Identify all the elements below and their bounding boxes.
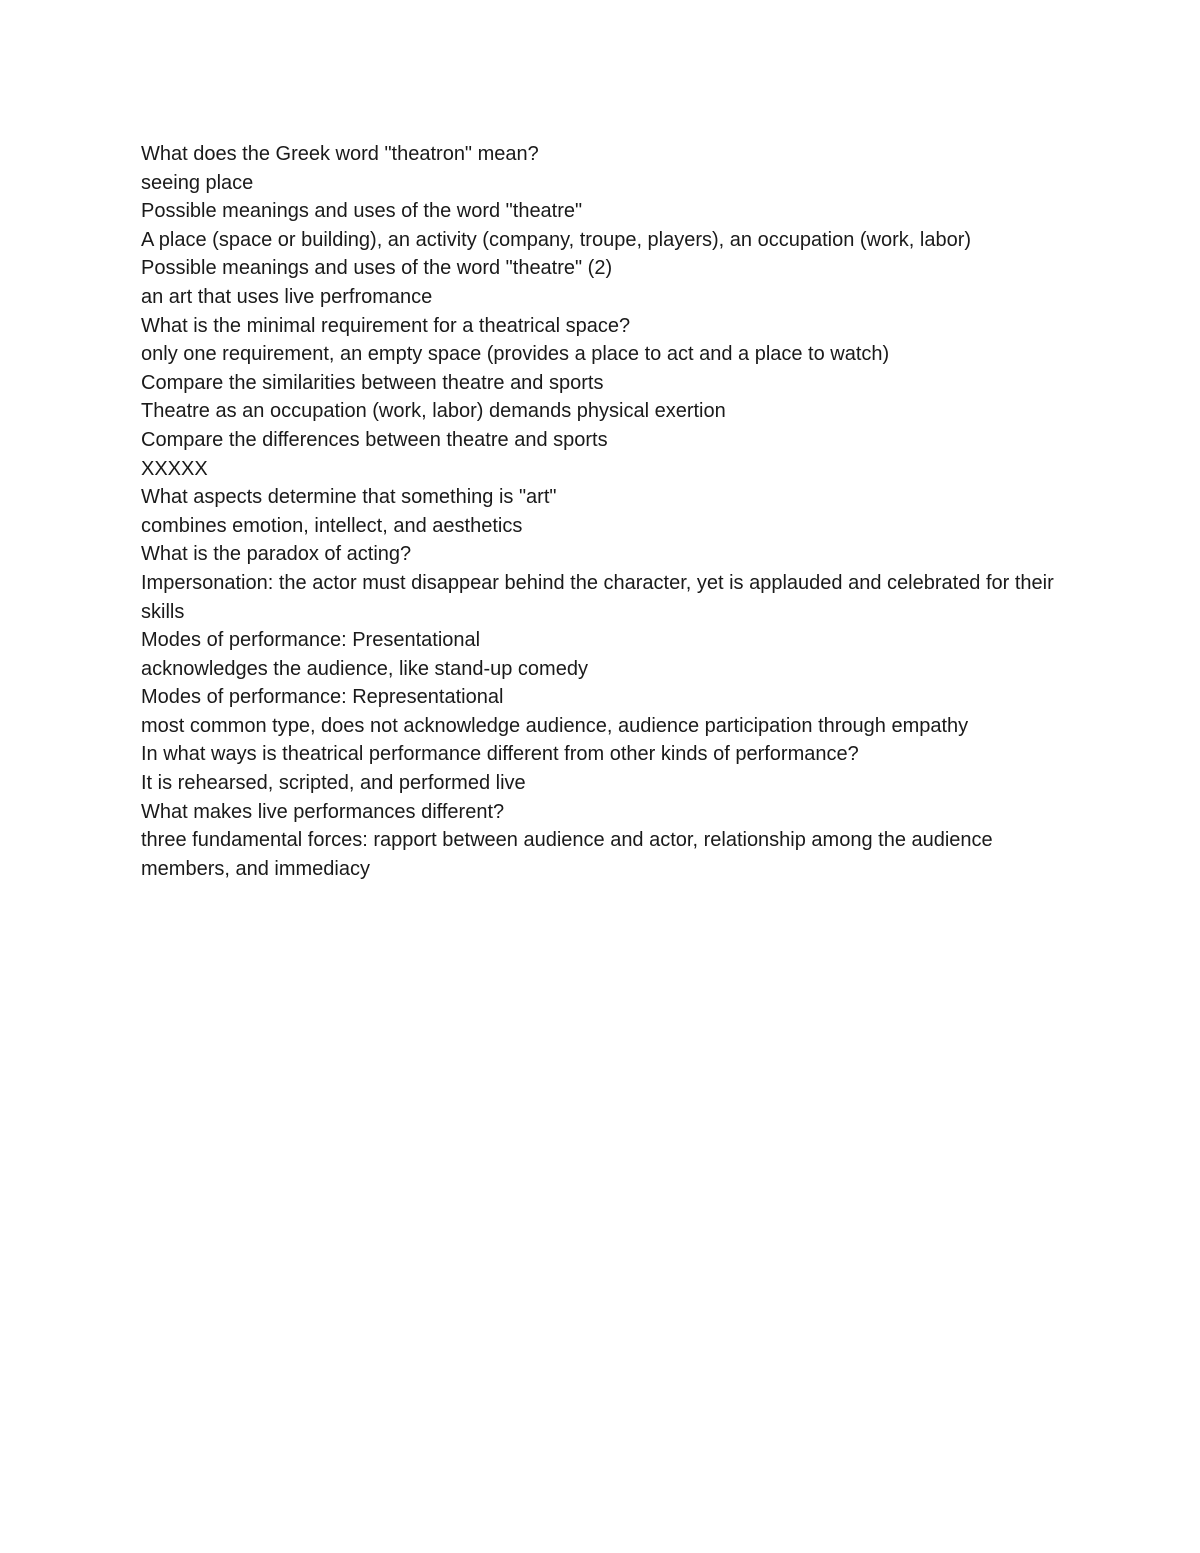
question-line: Compare the differences between theatre and sports (141, 428, 608, 451)
question-line: Modes of performance: Representational (141, 686, 504, 709)
question-line: Possible meanings and uses of the word "theatre" (141, 200, 583, 223)
answer-line: Impersonation: the actor must disappear behind the character, yet is applauded and celebrated for their skills (141, 571, 1054, 623)
answer-line: three fundamental forces: rapport between audience and actor, relationship among the audience members, and immediacy (141, 829, 993, 880)
document-body (141, 140, 1061, 883)
question-line: Compare the similarities between theatre and sports (141, 371, 604, 394)
question-line: Possible meanings and uses of the word "theatre" (2) (141, 257, 613, 280)
answer-line: an art that uses live perfromance (141, 285, 433, 308)
answer-line: A place (space or building), an activity (company, troupe, players), an occupation (work, labor) (141, 228, 972, 251)
answer-line: combines emotion, intellect, and aesthetics (141, 514, 523, 537)
answer-line: seeing place (141, 171, 254, 194)
question-line: In what ways is theatrical performance different from other kinds of performance? (141, 743, 859, 766)
question-line: What is the minimal requirement for a theatrical space? (141, 314, 631, 337)
question-line: Modes of performance: Presentational (141, 629, 481, 652)
answer-line: XXXXX (141, 457, 208, 480)
question-line: What does the Greek word "theatron" mean? (141, 143, 539, 165)
answer-line: only one requirement, an empty space (provides a place to act and a place to watch) (141, 343, 890, 366)
answer-line: most common type, does not acknowledge audience, audience participation through empathy (141, 714, 969, 737)
question-line: What aspects determine that something is "art" (141, 486, 557, 509)
answer-line: Theatre as an occupation (work, labor) demands physical exertion (141, 400, 726, 423)
answer-line: acknowledges the audience, like stand-up comedy (141, 657, 588, 680)
question-line: What makes live performances different? (141, 800, 505, 823)
question-line: What is the paradox of acting? (141, 543, 412, 566)
answer-line: It is rehearsed, scripted, and performed live (141, 772, 526, 795)
